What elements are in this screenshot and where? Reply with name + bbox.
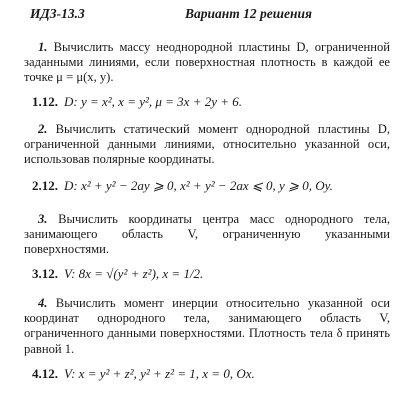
task-2-formula-body: D: x² + y² − 2ay ⩾ 0, x² + y² − 2ax ⩽ 0, y ⩾ 0, Oy. [64, 178, 333, 193]
assignment-code: ИДЗ-13.3 [30, 6, 85, 21]
task-3-text: Вычислить координаты центра масс однородного тела, занимающего область V, ограниченную указанными поверхностями. [24, 212, 390, 257]
task-2-statement [24, 122, 390, 168]
task-4-formula-body: V: x = y² + z², y² + z² = 1, x = 0, Ox. [64, 366, 255, 381]
task-2-text: Вычислить статический момент однородной пластины D, ограниченной данными линиями, относительно указанной оси, использовав полярные координаты. [24, 122, 390, 167]
task-1-formula-number: 1.12. [32, 94, 58, 109]
variant-title: Вариант 12 решения [185, 6, 312, 21]
document-header [30, 6, 390, 26]
task-2-formula [32, 178, 333, 193]
task-4-formula [32, 366, 255, 381]
task-3-formula [32, 266, 203, 281]
task-4-statement [24, 296, 390, 357]
task-1-statement [24, 40, 390, 86]
task-4-number: 4. [38, 296, 48, 310]
task-4-text: Вычислить момент инерции относительно указанной оси координат однородного тела, занимающего область V, ограниченного данными поверхностями. Плотность тела δ принять равной 1. [24, 296, 390, 356]
task-3-number: 3. [38, 212, 48, 226]
task-1-formula [32, 94, 242, 109]
task-3-statement [24, 212, 390, 258]
task-1-text: Вычислить массу неоднородной пластины D, ограниченной заданными линиями, если поверхностная плотность в каждой ее точке μ = μ(x, y). [24, 40, 390, 85]
task-3-formula-number: 3.12. [32, 266, 58, 281]
task-1-number: 1. [38, 40, 48, 54]
task-2-number: 2. [38, 122, 48, 136]
task-3-formula-body: V: 8x = √(y² + z²), x = 1/2. [64, 266, 204, 281]
task-2-formula-number: 2.12. [32, 178, 58, 193]
task-1-formula-body: D: y = x², x = y², μ = 3x + 2y + 6. [64, 94, 243, 109]
task-4-formula-number: 4.12. [32, 366, 58, 381]
